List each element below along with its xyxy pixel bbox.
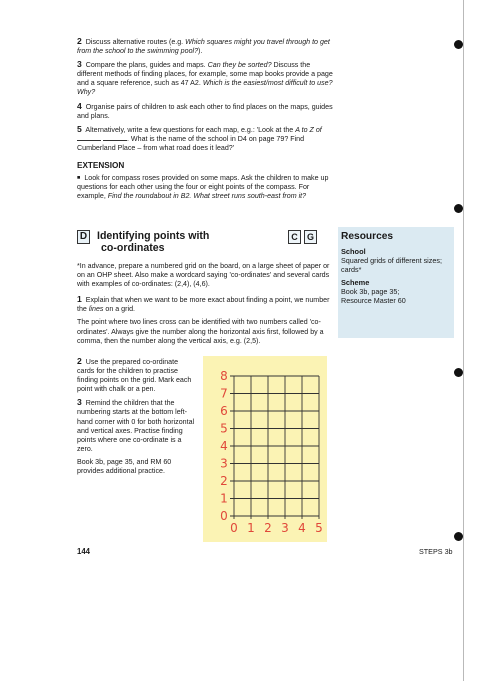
section-title-line2: co-ordinates [101, 242, 165, 254]
y-axis-label: 1 [220, 491, 228, 506]
activity-number: 2 [77, 36, 82, 46]
extension-heading: EXTENSION [77, 161, 125, 171]
extension-text-italic: Find the roundabout in B2. What street runs south-east from it? [107, 192, 307, 201]
activities-column [77, 37, 333, 205]
page-number: 144 [77, 547, 91, 556]
step-text: Use the prepared co-ordinate cards for the children to practise finding points on the grid. Mark each point with chalk or a pen. [77, 358, 192, 394]
badge-c: C [288, 230, 301, 244]
y-axis-label: 6 [220, 404, 228, 418]
section-title [97, 230, 272, 254]
activity-text-italic: Can they be sorted? [207, 61, 272, 70]
x-axis-label: 5 [315, 521, 323, 535]
resources-body [341, 247, 453, 305]
activity-list [77, 37, 333, 121]
resources-box [338, 227, 454, 338]
y-axis-label: 4 [220, 439, 228, 453]
school-heading: School [341, 247, 366, 256]
section-title-line1: Identifying points with [97, 230, 210, 242]
scheme-line: Book 3b, page 35; [341, 287, 400, 296]
coordinates-paragraph: The point where two lines cross can be identified with two numbers called 'co-ordinates'. Always give the number along the horizontal axis first, followed by a comma, then the number along the vertical axis, e.g. (2,5). [77, 318, 324, 345]
section-letter-badge: D [77, 230, 90, 244]
activity-number: 4 [77, 100, 82, 111]
coordinate-grid-panel [203, 356, 327, 542]
step-1 [77, 295, 333, 314]
grid-instructions [77, 357, 197, 480]
section-heading [77, 228, 333, 258]
x-axis-label: 0 [230, 521, 238, 535]
activity-text: Alternatively, write a few questions for each map, e.g.: 'Look at the [85, 125, 296, 134]
x-axis-label: 3 [281, 521, 289, 535]
x-axis-label: 2 [264, 521, 272, 535]
binder-hole-dot [454, 532, 463, 541]
activity-text-italic: A to Z of [295, 125, 322, 134]
extension-text: Look for compass roses provided on some maps. Ask the children to make up questions for each other using the four or eight points of the compass. For example, [77, 174, 329, 201]
step-3 [77, 398, 197, 454]
binder-hole-dot [454, 368, 463, 377]
activity-text: . What is the name of the school in D4 on page 79? Find Cumberland Place – from what road does it lead?' [77, 134, 305, 152]
step-text: on a grid. [103, 305, 135, 314]
section-body [77, 262, 333, 350]
blank-line [103, 140, 127, 141]
y-axis-label: 0 [220, 509, 228, 523]
scheme-line: Resource Master 60 [341, 296, 406, 305]
step-text: Remind the children that the numbering starts at the bottom left-hand corner with 0 for both horizontal and vertical axes. Practise finding points where one co-ordinate is a zero. [77, 399, 195, 453]
practice-note: Book 3b, page 35, and RM 60 provides additional practice. [77, 457, 172, 476]
activity-item-3 [77, 60, 333, 97]
step-number: 3 [77, 397, 82, 408]
activity-text-italic: Which is the easiest/most difficult to use? Why? [77, 79, 333, 97]
x-axis-label: 1 [247, 521, 255, 535]
scheme-heading: Scheme [341, 278, 370, 287]
activity-number: 3 [77, 59, 82, 70]
extension-item [77, 174, 333, 201]
activity-item-5 [77, 125, 333, 153]
step-number: 2 [77, 356, 82, 366]
step-text: Explain that when we want to be more exact about finding a point, we number the [77, 296, 330, 314]
y-axis-label: 8 [220, 369, 228, 383]
y-axis-label: 3 [220, 456, 228, 471]
binder-hole-dot [454, 204, 463, 213]
school-text: Squared grids of different sizes; cards* [341, 256, 442, 274]
badge-g: G [304, 230, 317, 244]
step-text-italic: lines [88, 305, 104, 314]
activity-item-2 [77, 37, 333, 56]
book-title: STEPS 3b [419, 547, 453, 556]
activity-text: Discuss alternative routes (e.g. [85, 38, 186, 46]
activity-text: Organise pairs of children to ask each other to find places on the maps, guides and plans. [77, 102, 333, 120]
x-axis-label: 4 [298, 521, 306, 535]
step-2 [77, 357, 197, 394]
activity-text-italic: Which squares might you travel through to get from the school to the swimming pool? [77, 38, 330, 56]
step-number: 1 [77, 294, 82, 305]
advance-note: *In advance, prepare a numbered grid on the board, on a large sheet of paper or on an OHP sheet. Also make a wordcard saying 'co-ordinates' and several cards with examples of co-ordinates: (2,4), (4,6). [77, 262, 330, 289]
activity-text: ). [198, 47, 203, 56]
activity-item-4 [77, 102, 333, 121]
y-axis-label: 7 [220, 386, 228, 401]
blank-line [77, 140, 101, 141]
resources-title: Resources [341, 231, 394, 242]
activity-text: Compare the plans, guides and maps. [85, 61, 208, 70]
activity-text: Discuss the different methods of finding places, for example, some map books provide a page and a square reference, such as 47 A2. [77, 61, 333, 88]
activity-number: 5 [77, 123, 82, 134]
coordinate-grid [203, 356, 327, 542]
y-axis-label: 5 [220, 421, 228, 436]
binder-hole-dot [454, 40, 463, 49]
y-axis-label: 2 [220, 474, 228, 488]
